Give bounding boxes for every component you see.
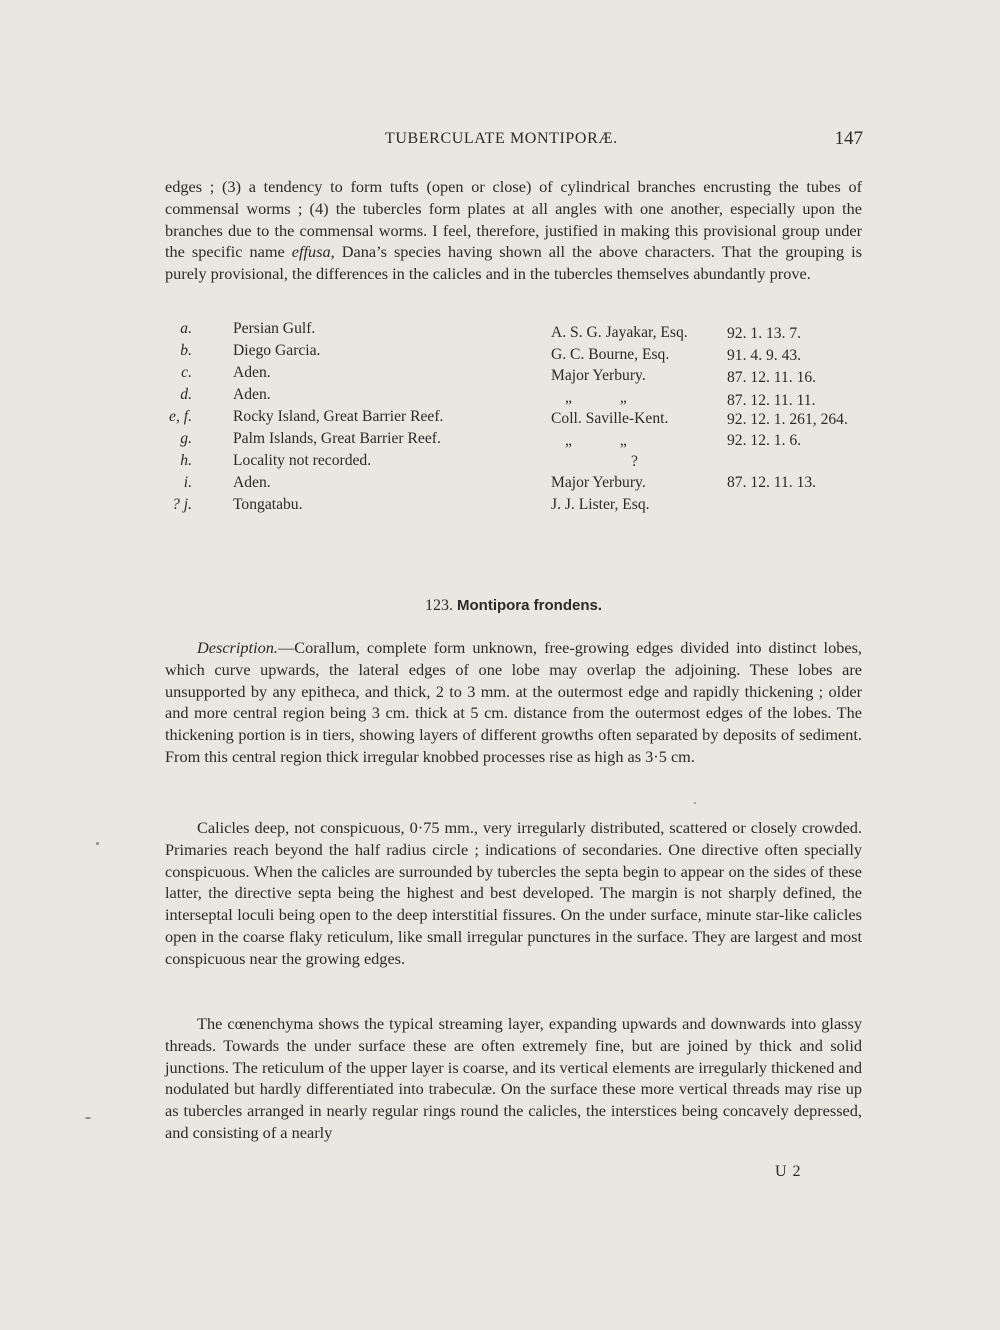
specimen-locality: Aden.: [233, 474, 271, 491]
specimen-locality: Persian Gulf.: [233, 320, 316, 337]
specimen-register: 87. 12. 11. 16.: [727, 369, 817, 386]
specimen-locality: Aden.: [233, 386, 271, 403]
paper-speck: [85, 1117, 91, 1119]
specimen-letter: c.: [181, 364, 192, 381]
specimen-collector: A. S. G. Jayakar, Esq.: [551, 324, 688, 341]
specimen-letter: ? j.: [172, 496, 192, 513]
specimen-letter: i.: [183, 474, 192, 491]
specimen-row: [165, 430, 870, 452]
specimen-row: [165, 496, 870, 518]
specimen-locality: Rocky Island, Great Barrier Reef.: [233, 408, 444, 425]
specimen-row: [165, 474, 870, 496]
specimen-register: 91. 4. 9. 43.: [727, 347, 802, 364]
specimen-register: 92. 12. 1. 6.: [727, 432, 802, 449]
running-head: [165, 128, 865, 158]
paper-speck: [694, 802, 696, 804]
specimen-collector: G. C. Bourne, Esq.: [551, 346, 670, 363]
specimen-locality: Locality not recorded.: [233, 452, 372, 469]
specimen-locality: Tongatabu.: [233, 496, 303, 513]
intro-line: , Dana’s species having shown all the above: [330, 242, 638, 262]
section-number: 123.: [425, 597, 453, 614]
species-name: effusa: [291, 242, 331, 262]
specimen-register: 87. 12. 11. 11.: [727, 392, 816, 409]
specimen-collector: Major Yerbury.: [551, 474, 646, 491]
coenenchyma-paragraph: The cœnenchyma shows the typical streaming layer, expanding upwards and downwards into glassy threads. Towards the under surface these are often extremely fine, but are joined by thick and solid junctions. The reticulum of the upper layer is coarse, and its vertical elements are irregularly thickened and nodulated but hardly differentiated into trabeculæ. On the surface these more vertical threads may rise up as tubercles arranged in nearly regular rings round the calicles, the interstices being concavely depressed, and consisting of a nearly: [165, 1014, 862, 1142]
specimen-row: [165, 408, 870, 430]
specimen-letter: a.: [180, 320, 192, 337]
section-name: Montipora frondens.: [457, 597, 602, 614]
specimen-collector-ditto: „ „: [565, 432, 649, 449]
specimen-letter: e, f.: [169, 408, 192, 425]
specimen-locality: Diego Garcia.: [233, 342, 321, 359]
specimen-collector: Coll. Saville-Kent.: [551, 410, 669, 427]
intro-line: upon the branches due to the commensal worms. I feel, therefore, justified in making this: [165, 198, 862, 240]
description-lead: Description.: [197, 638, 278, 657]
calicles-paragraph: Calicles deep, not conspicuous, 0·75 mm., very irregularly distributed, scattered or closely crowded. Primaries reach beyond the half radius circle ; indications of secondaries. One directive often specially conspicuous. When the calicles are surrounded by tubercles the septa begin to appear on the sides of these latter, the directive septa being the highest and best developed. The margin is not sharply defined, the interseptal loculi being open to the deep interstitial fissures. On the under surface, minute star-like calicles open in the coarse flaky reticulum, like small irregular punctures in the surface. They are largest and most conspicuous near the growing edges.: [165, 818, 862, 968]
specimen-letter: d.: [180, 386, 192, 403]
specimen-list: [165, 320, 870, 520]
specimen-row: [165, 386, 870, 408]
specimen-register: 87. 12. 11. 13.: [727, 474, 817, 491]
specimen-collector: ?: [631, 453, 638, 470]
specimen-collector-ditto: „ „: [565, 389, 649, 406]
intro-line: of commensal worms ; (4) the tubercles form plates at all angles with one another, especially: [165, 177, 863, 218]
specimen-collector: Major Yerbury.: [551, 367, 646, 384]
running-title: TUBERCULATE MONTIPORÆ.: [385, 130, 618, 147]
intro-paragraph: [165, 176, 862, 285]
intro-line: provisional group under the specific name: [165, 220, 863, 262]
paper-speck: [96, 842, 99, 845]
specimen-letter: h.: [180, 452, 192, 469]
page-number: 147: [834, 128, 863, 149]
specimen-row: [165, 320, 870, 342]
specimen-row: [165, 452, 870, 474]
specimen-locality: Palm Islands, Great Barrier Reef.: [233, 430, 441, 447]
specimen-letter: b.: [180, 342, 192, 359]
specimen-register: 92. 12. 1. 261, 264.: [727, 411, 848, 428]
specimen-register: 92. 1. 13. 7.: [727, 325, 802, 342]
intro-line: characters. That the grouping is purely provisional, the differences in the calicles and in: [165, 242, 863, 284]
section-heading: [165, 597, 862, 615]
specimen-row: [165, 364, 870, 386]
description-text: —Corallum, complete form unknown, free-growing edges divided into distinct lobes, which curve upwards, the lateral edges of one lobe may overlap the adjoining. These lobes are unsupported by any epitheca, and thick, 2 to 3 mm. at the outermost edge and rapidly thickening ; older and more central region being 3 cm. thick at 5 cm. distance from the outermost edges of the lobes. The thickening portion is in tiers, showing layers of different growths often separated by deposits of sediment. From this central region thick irregular knobbed processes rise as high as 3·5 cm.: [165, 638, 862, 766]
intro-line: edges ; (3) a tendency to form tufts (open or close) of cylindrical branches encrusting the tubes: [165, 177, 841, 196]
description-paragraph: [165, 637, 862, 768]
specimen-row: [165, 342, 870, 364]
intro-line: the tubercles themselves abundantly prove.: [530, 264, 811, 284]
specimen-letter: g.: [180, 430, 192, 447]
specimen-locality: Aden.: [233, 364, 271, 381]
signature-mark: U 2: [775, 1163, 802, 1180]
specimen-collector: J. J. Lister, Esq.: [551, 496, 650, 513]
